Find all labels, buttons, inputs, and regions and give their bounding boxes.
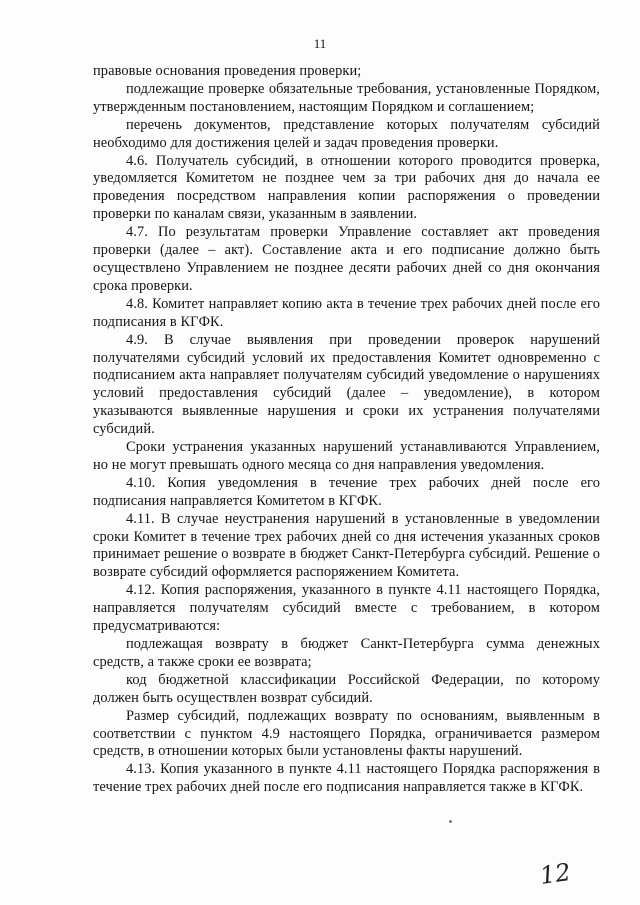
- document-body: [93, 63, 600, 797]
- paragraph-4-13: 4.13. Копия указанного в пункте 4.11 настоящего Порядка распоряжения в течение трех рабочих дней после его подписания направляется также в КГФК.: [93, 761, 600, 796]
- paragraph-subsidy-size: Размер субсидий, подлежащих возврату по основаниям, выявленным в соответствии с пунктом 4.9 настоящего Порядка, ограничивается размером средств, в отношении которых были установлены факты нарушений.: [93, 707, 600, 760]
- paragraph-budget-code: код бюджетной классификации Российской Федерации, по которому должен быть осуществлен возврат субсидий.: [93, 671, 600, 706]
- scan-speck: [449, 820, 452, 823]
- page-number: 11: [313, 36, 327, 51]
- paragraph-4-10: 4.10. Копия уведомления в течение трех рабочих дней после его подписания направляется Комитетом в КГФК.: [93, 474, 600, 509]
- handwritten-page-number: 12: [538, 858, 573, 890]
- paragraph-deadlines: Сроки устранения указанных нарушений устанавливаются Управлением, но не могут превышать одного месяца со дня направления уведомления.: [93, 439, 600, 473]
- paragraph-refund-amount: подлежащая возврату в бюджет Санкт-Петербурга сумма денежных средств, а также сроки ее возврата;: [93, 636, 600, 670]
- paragraph-legal-grounds: правовые основания проведения проверки;: [93, 63, 362, 79]
- paragraph-mandatory-requirements: подлежащие проверке обязательные требования, установленные Порядком, утвержденным постановлением, настоящим Порядком и соглашением;: [93, 80, 600, 115]
- paragraph-4-6: 4.6. Получатель субсидий, в отношении которого проводится проверка, уведомляется Комитетом не позднее чем за три рабочих дня до начала ее проведения посредством направления копии распоряжения о проведении проверки по каналам связи, указанным в заявлении.: [93, 152, 600, 223]
- paragraph-4-11: 4.11. В случае неустранения нарушений в установленные в уведомлении сроки Комитет в течение трех рабочих дней со дня истечения указанных сроков принимает решение о возврате в бюджет Санкт-Петербурга субсидий. Решение о возврате субсидий оформляется распоряжением Комитета.: [93, 510, 600, 581]
- paragraph-4-7: 4.7. По результатам проверки Управление составляет акт проведения проверки (далее – акт). Составление акта и его подписание должно быть осуществлено Управлением не позднее десяти рабочих дней со дня окончания срока проверки.: [93, 224, 600, 294]
- paragraph-4-8: 4.8. Комитет направляет копию акта в течение трех рабочих дней после его подписания в КГФК.: [93, 295, 600, 330]
- paragraph-documents-list: перечень документов, представление которых получателям субсидий необходимо для достижения целей и задач проведения проверки.: [93, 116, 600, 151]
- paragraph-4-9: 4.9. В случае выявления при проведении проверок нарушений получателями субсидий условий их предоставления Комитет одновременно с подписанием акта направляет получателям субсидий уведомление о нарушениях условий предоставления субсидий (далее – уведомление), в котором указываются выявленные нарушения и сроки их устранения получателями субсидий.: [93, 331, 600, 438]
- paragraph-4-12: 4.12. Копия распоряжения, указанного в пункте 4.11 настоящего Порядка, направляется получателям субсидий вместе с требованием, в котором предусматриваются:: [93, 582, 600, 635]
